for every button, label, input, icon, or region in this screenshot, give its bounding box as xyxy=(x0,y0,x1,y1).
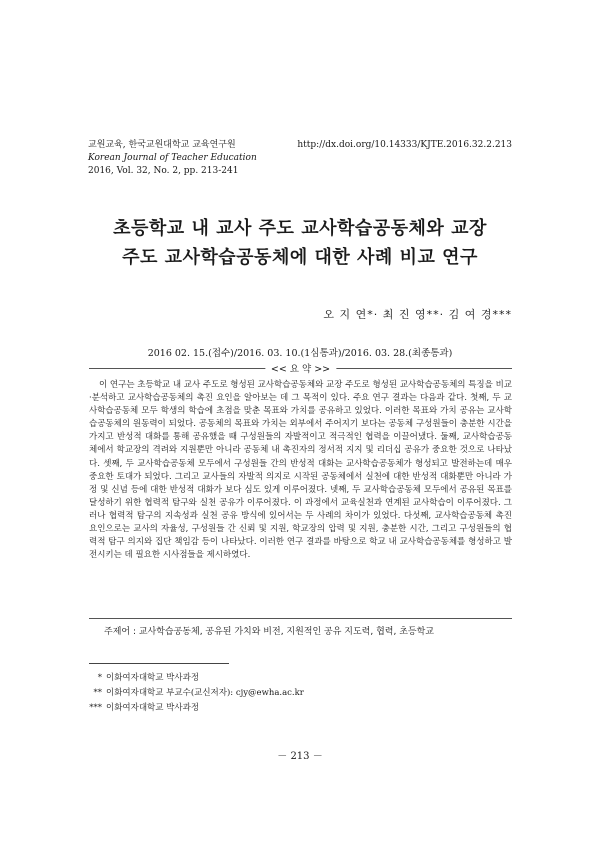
abstract-label: << 요 약 >> xyxy=(265,361,336,375)
page-number: － 213 － xyxy=(277,751,323,762)
keywords: 주제어 : 교사학습공동체, 공유된 가치와 비전, 지원적인 공유 지도력, 협력, 초등학교 xyxy=(104,627,434,637)
keywords-divider xyxy=(89,618,512,619)
publisher: 교원교육, 한국교원대학교 교육연구원 xyxy=(88,140,236,150)
footnote-item: * 이화여자대학교 박사과정 xyxy=(97,673,200,683)
journal-name-en: Korean Journal of Teacher Education xyxy=(88,153,257,163)
review-dates: 2016 02. 15.(접수)/2016. 03. 10.(1심통과)/2016. 03. 28.(최종통과) xyxy=(147,348,453,359)
paper-title xyxy=(60,214,540,272)
journal-header xyxy=(88,139,257,178)
footnotes xyxy=(88,671,304,716)
abstract-heading xyxy=(89,361,512,375)
authors: 오 지 연*· 최 진 영**· 김 여 경*** xyxy=(323,308,512,321)
title-line-2: 주도 교사학습공동체에 대한 사례 비교 연구 xyxy=(122,247,478,268)
footnote-item: ** 이화여자대학교 부교수(교신저자): cjy@ewha.ac.kr xyxy=(93,688,304,698)
footnote-rule xyxy=(89,663,229,664)
abstract-text: 이 연구는 초등학교 내 교사 주도로 형성된 교사학습공동체와 교장 주도로 형성된 교사학습공동체의 특징을 비교·분석하고 교사학습공동체의 촉진 요인을 알아보는 데 그 목적이 있다. 주요 연구 결과는 다음과 같다. 첫째, 두 교사학습공동체 모두 학생의 학습에 초점을 맞춘 목표와 가치를 공유하고 있었다. 이러한 목표와 가치 공유는 교사학습공동체의 원동력이 되었다. 공동체의 목표와 가치는 외부에서 주어지기 보다는 공동체 구성원들이 충분한 시간을 가지고 반성적 대화를 통해 공유했을 때 구성원들의 자발적이고 적극적인 협력을 이끌어냈다. 둘째, 교사학습공동체에서 학교장의 격려와 지원뿐만 아니라 공동체 내 촉진자의 정서적 지지 및 리더십 공유가 중요한 것으로 나타났다. 셋째, 두 교사학습공동체 모두에서 구성원들 간의 반성적 대화는 교사학습공동체가 형성되고 발전하는데 매우 중요한 토대가 되었다. 그리고 교사들의 자발적 의지로 시작된 공동체에서 실천에 대한 반성적 대화뿐만 아니라 가정 및 신념 등에 대한 반성적 대화가 보다 심도 있게 이루어졌다. 넷째, 두 교사학습공동체 모두에서 공유된 목표를 달성하기 위한 협력적 탐구와 실천 공유가 이루어졌다. 이 과정에서 교육실천과 연계된 교사학습이 이루어졌다. 그러나 협력적 탐구의 지속성과 실천 공유 방식에 있어서는 두 사례의 차이가 있었다. 다섯째, 교사학습공동체 촉진 요인으로는 교사의 자율성, 구성원들 간 신뢰 및 지원, 학교장의 압력 및 지원, 충분한 시간, 그리고 구성원들의 협력적 탐구 의지와 집단 책임감 등이 나타났다. 이러한 연구 결과를 바탕으로 학교 내 교사학습공동체를 형성하고 발전시키는 데 필요한 시사점들을 제시하였다. xyxy=(89,380,512,561)
doi-link[interactable]: http://dx.doi.org/10.14333/KJTE.2016.32.2.213 xyxy=(297,140,512,150)
volume-info: 2016, Vol. 32, No. 2, pp. 213-241 xyxy=(88,166,239,176)
title-line-1: 초등학교 내 교사 주도 교사학습공동체와 교장 xyxy=(113,218,487,239)
footnote-item: *** 이화여자대학교 박사과정 xyxy=(89,703,200,713)
